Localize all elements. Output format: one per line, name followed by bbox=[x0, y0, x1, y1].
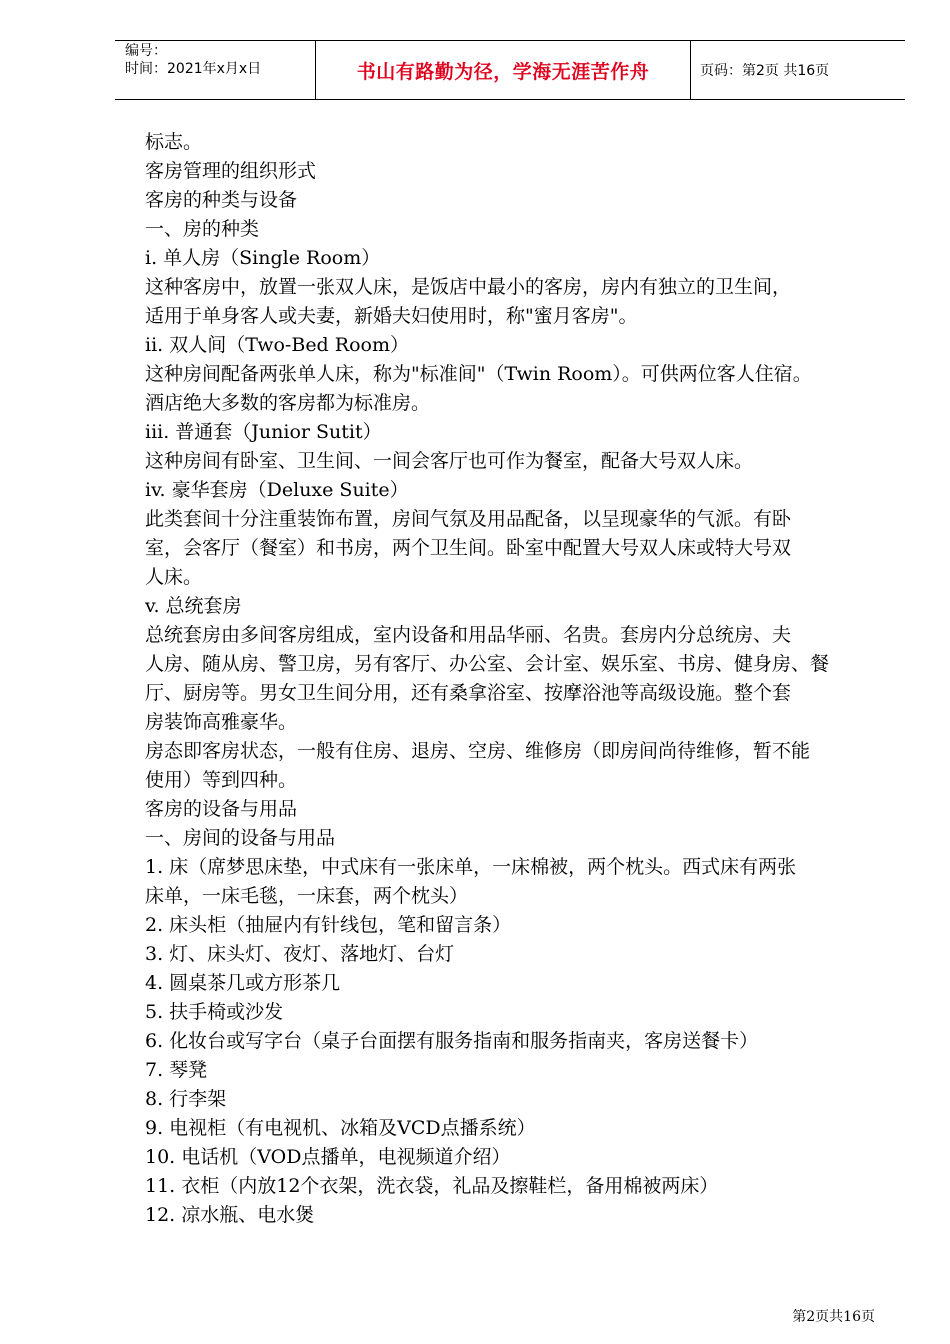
text-line: 总统套房由多间客房组成，室内设备和用品华丽、名贵。套房内分总统房、夫 bbox=[145, 624, 792, 646]
text-line: 2. 床头柜（抽屉内有针线包，笔和留言条） bbox=[145, 914, 512, 936]
text-line: 5. 扶手椅或沙发 bbox=[145, 1001, 284, 1023]
text-line: 标志。 bbox=[145, 131, 203, 153]
text-line: 酒店绝大多数的客房都为标准房。 bbox=[145, 392, 431, 414]
text-line: iv. 豪华套房（Deluxe Suite） bbox=[145, 479, 409, 501]
page-footer: 第2页共16页 bbox=[792, 1309, 875, 1325]
text-line: 客房的种类与设备 bbox=[145, 189, 298, 211]
text-line: 客房管理的组织形式 bbox=[145, 160, 317, 182]
header-page-number: 页码：第2页 共16页 bbox=[700, 63, 830, 79]
text-line: 这种客房中，放置一张双人床，是饭店中最小的客房，房内有独立的卫生间， bbox=[145, 276, 792, 298]
text-line: 7. 琴凳 bbox=[145, 1059, 208, 1081]
text-line: 4. 圆桌茶几或方形茶几 bbox=[145, 972, 341, 994]
page-header bbox=[115, 40, 905, 100]
text-line: 这种房间配备两张单人床，称为"标准间"（Twin Room）。可供两位客人住宿。 bbox=[145, 363, 812, 385]
text-line: 人房、随从房、警卫房，另有客厅、办公室、会计室、娱乐室、书房、健身房、餐 bbox=[145, 653, 830, 675]
document-body bbox=[145, 128, 885, 1230]
text-line: 厅、厨房等。男女卫生间分用，还有桑拿浴室、按摩浴池等高级设施。整个套 bbox=[145, 682, 792, 704]
header-meta bbox=[115, 40, 315, 100]
text-line: 室，会客厅（餐室）和书房，两个卫生间。卧室中配置大号双人床或特大号双 bbox=[145, 537, 792, 559]
text-line: 一、房的种类 bbox=[145, 218, 260, 240]
text-line: 1. 床（席梦思床垫，中式床有一张床单，一床棉被，两个枕头。西式床有两张 bbox=[145, 856, 797, 878]
time-label: 时间：2021年x月x日 bbox=[125, 61, 262, 77]
text-line: 此类套间十分注重装饰布置，房间气氛及用品配备，以呈现豪华的气派。有卧 bbox=[145, 508, 792, 530]
text-line: i. 单人房（Single Room） bbox=[145, 247, 381, 269]
text-line: 3. 灯、床头灯、夜灯、落地灯、台灯 bbox=[145, 943, 455, 965]
text-line: 房态即客房状态，一般有住房、退房、空房、维修房（即房间尚待维修，暂不能 bbox=[145, 740, 811, 762]
text-line: 这种房间有卧室、卫生间、一间会客厅也可作为餐室，配备大号双人床。 bbox=[145, 450, 754, 472]
text-line: 适用于单身客人或夫妻，新婚夫妇使用时，称"蜜月客房"。 bbox=[145, 305, 638, 327]
text-line: 6. 化妆台或写字台（桌子台面摆有服务指南和服务指南夹，客房送餐卡） bbox=[145, 1030, 759, 1052]
text-line: 床单，一床毛毯，一床套，两个枕头） bbox=[145, 885, 469, 907]
header-bottom-rule bbox=[115, 99, 905, 100]
header-page-cell bbox=[690, 40, 905, 100]
text-line: 房装饰高雅豪华。 bbox=[145, 711, 298, 733]
text-line: iii. 普通套（Junior Sutit） bbox=[145, 421, 382, 443]
text-line: ii. 双人间（Two-Bed Room） bbox=[145, 334, 409, 356]
text-line: 使用）等到四种。 bbox=[145, 769, 298, 791]
text-line: 客房的设备与用品 bbox=[145, 798, 298, 820]
serial-label: 编号： bbox=[125, 43, 167, 59]
text-line: 人床。 bbox=[145, 566, 203, 588]
text-line: 10. 电话机（VOD点播单，电视频道介绍） bbox=[145, 1146, 511, 1168]
header-motto: 书山有路勤为径，学海无涯苦作舟 bbox=[356, 60, 650, 83]
text-line: v. 总统套房 bbox=[145, 595, 242, 617]
text-line: 8. 行李架 bbox=[145, 1088, 227, 1110]
header-motto-cell bbox=[315, 40, 691, 100]
text-line: 12. 凉水瓶、电水煲 bbox=[145, 1204, 315, 1226]
text-line: 11. 衣柜（内放12个衣架，洗衣袋，礼品及擦鞋栏，备用棉被两床） bbox=[145, 1175, 719, 1197]
text-line: 9. 电视柜（有电视机、冰箱及VCD点播系统） bbox=[145, 1117, 536, 1139]
text-line: 一、房间的设备与用品 bbox=[145, 827, 336, 849]
